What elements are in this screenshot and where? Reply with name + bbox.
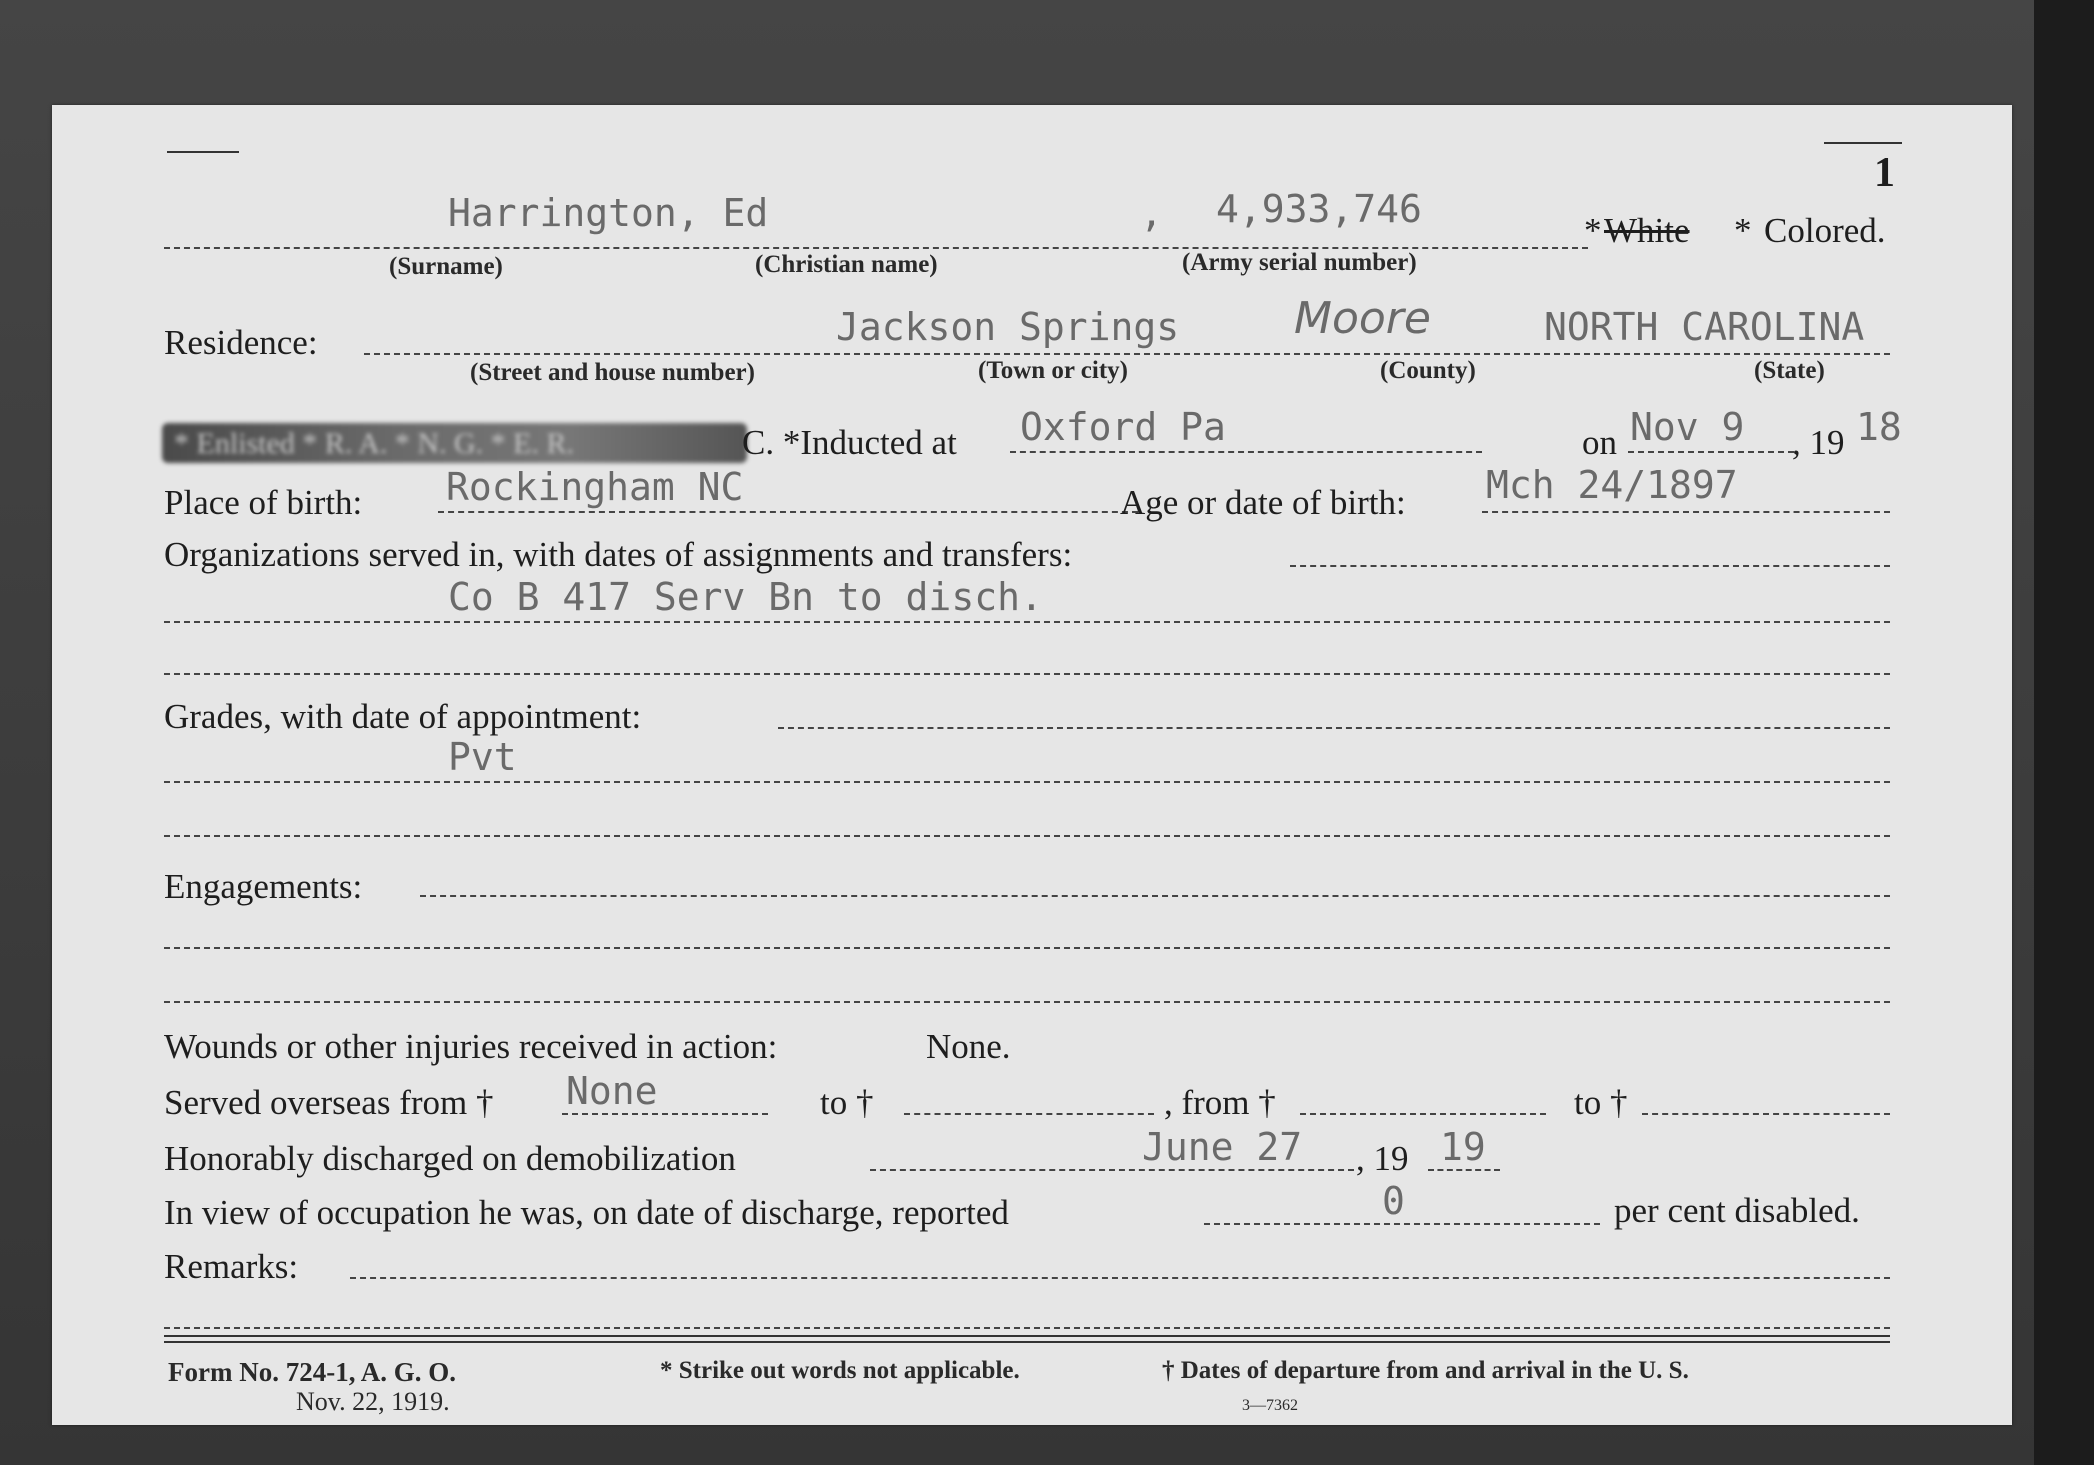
top-right-rule [1824,142,1902,144]
overseas-from-line [562,1113,768,1115]
print-code: 3—7362 [1242,1397,1298,1414]
grades-line-3 [164,835,1890,837]
inducted-on-label: on [1582,423,1617,462]
grades-line-2 [164,781,1890,783]
discharge-line [870,1169,1354,1171]
race-white: White [1604,211,1690,250]
birth-date-line [1482,511,1890,513]
wounds-label: Wounds or other injuries received in action: [164,1027,778,1066]
town-caption: (Town or city) [978,357,1128,384]
birth-date: Mch 24/1897 [1486,463,1738,507]
inducted-year-prefix: , 19 [1792,423,1845,462]
residence-county: Moore [1294,293,1431,344]
inducted-date: Nov 9 [1630,405,1745,449]
christian-name-caption: (Christian name) [755,251,938,278]
overseas-to-label: to † [820,1083,874,1122]
street-caption: (Street and house number) [470,359,755,386]
remarks-line-2 [164,1327,1890,1329]
residence-label: Residence: [164,323,318,362]
army-serial-number: 4,933,746 [1216,187,1422,231]
grades-line-1 [778,727,1890,729]
organizations-value: Co B 417 Serv Bn to disch. [448,575,1043,619]
race-asterisk-2: * [1734,211,1752,250]
inducted-line [1010,451,1482,453]
disability-value: 0 [1382,1179,1405,1223]
serial-caption: (Army serial number) [1182,249,1417,276]
name-comma: , [1140,191,1163,235]
birth-place: Rockingham NC [446,465,744,509]
birth-date-label: Age or date of birth: [1120,483,1406,522]
engagements-label: Engagements: [164,867,363,906]
grades-value: Pvt [448,735,517,779]
inducted-label: C. *Inducted at [742,423,957,462]
overseas-from-value: None [566,1069,658,1113]
organizations-line-1 [1290,565,1890,567]
footer-rule-2 [164,1341,1890,1343]
disability-label: In view of occupation he was, on date of discharge, reported [164,1193,1009,1232]
inducted-date-line [1628,451,1794,453]
surname-caption: (Surname) [389,253,503,280]
top-left-rule [167,151,239,153]
discharge-date: June 27 [1142,1125,1303,1169]
obscured-enlistment-text: * Enlisted * R. A. * N. G. * E. R. [174,427,575,460]
birth-place-line [438,511,1138,513]
race-asterisk-1: * [1584,211,1602,250]
discharge-year: 19 [1440,1125,1486,1169]
remarks-label: Remarks: [164,1247,299,1286]
overseas-label: Served overseas from † [164,1083,494,1122]
discharge-year-line [1428,1169,1500,1171]
organizations-label: Organizations served in, with dates of assignments and transfers: [164,535,1073,574]
state-caption: (State) [1754,357,1825,384]
overseas-from-label-2: , from † [1164,1083,1276,1122]
residence-town: Jackson Springs [836,305,1180,349]
engagements-line-2 [164,947,1890,949]
grades-label: Grades, with date of appointment: [164,697,642,736]
inducted-place: Oxford Pa [1020,405,1226,449]
page-number: 1 [1874,150,1895,196]
discharge-year-prefix: , 19 [1356,1139,1409,1178]
county-caption: (County) [1380,357,1476,384]
footer-rule-1 [164,1335,1890,1337]
dates-note: † Dates of departure from and arrival in the U. S. [1162,1357,1689,1384]
service-record-card [52,105,2012,1425]
birth-place-label: Place of birth: [164,483,363,522]
form-number: Form No. 724-1, A. G. O. [168,1357,456,1387]
strike-note: * Strike out words not applicable. [660,1357,1020,1384]
organizations-line-3 [164,673,1890,675]
discharge-label: Honorably discharged on demobilization [164,1139,736,1178]
soldier-name: Harrington, Ed [448,191,769,235]
disability-suffix: per cent disabled. [1614,1191,1860,1230]
obscured-enlistment-options [162,423,747,463]
organizations-line-2 [164,621,1890,623]
engagements-line-1 [420,895,1890,897]
inducted-year: 18 [1856,405,1902,449]
scan-edge [2034,0,2094,1465]
residence-state: NORTH CAROLINA [1544,305,1865,349]
wounds-value: None. [926,1027,1011,1066]
residence-line [364,353,1890,355]
disability-line [1204,1223,1600,1225]
remarks-line-1 [350,1277,1890,1279]
overseas-from-line-2 [1300,1113,1546,1115]
overseas-to-line [904,1113,1154,1115]
form-date: Nov. 22, 1919. [296,1387,450,1416]
overseas-to-label-2: to † [1574,1083,1628,1122]
overseas-to-line-2 [1642,1113,1890,1115]
race-colored: Colored. [1764,211,1886,250]
engagements-line-3 [164,1001,1890,1003]
